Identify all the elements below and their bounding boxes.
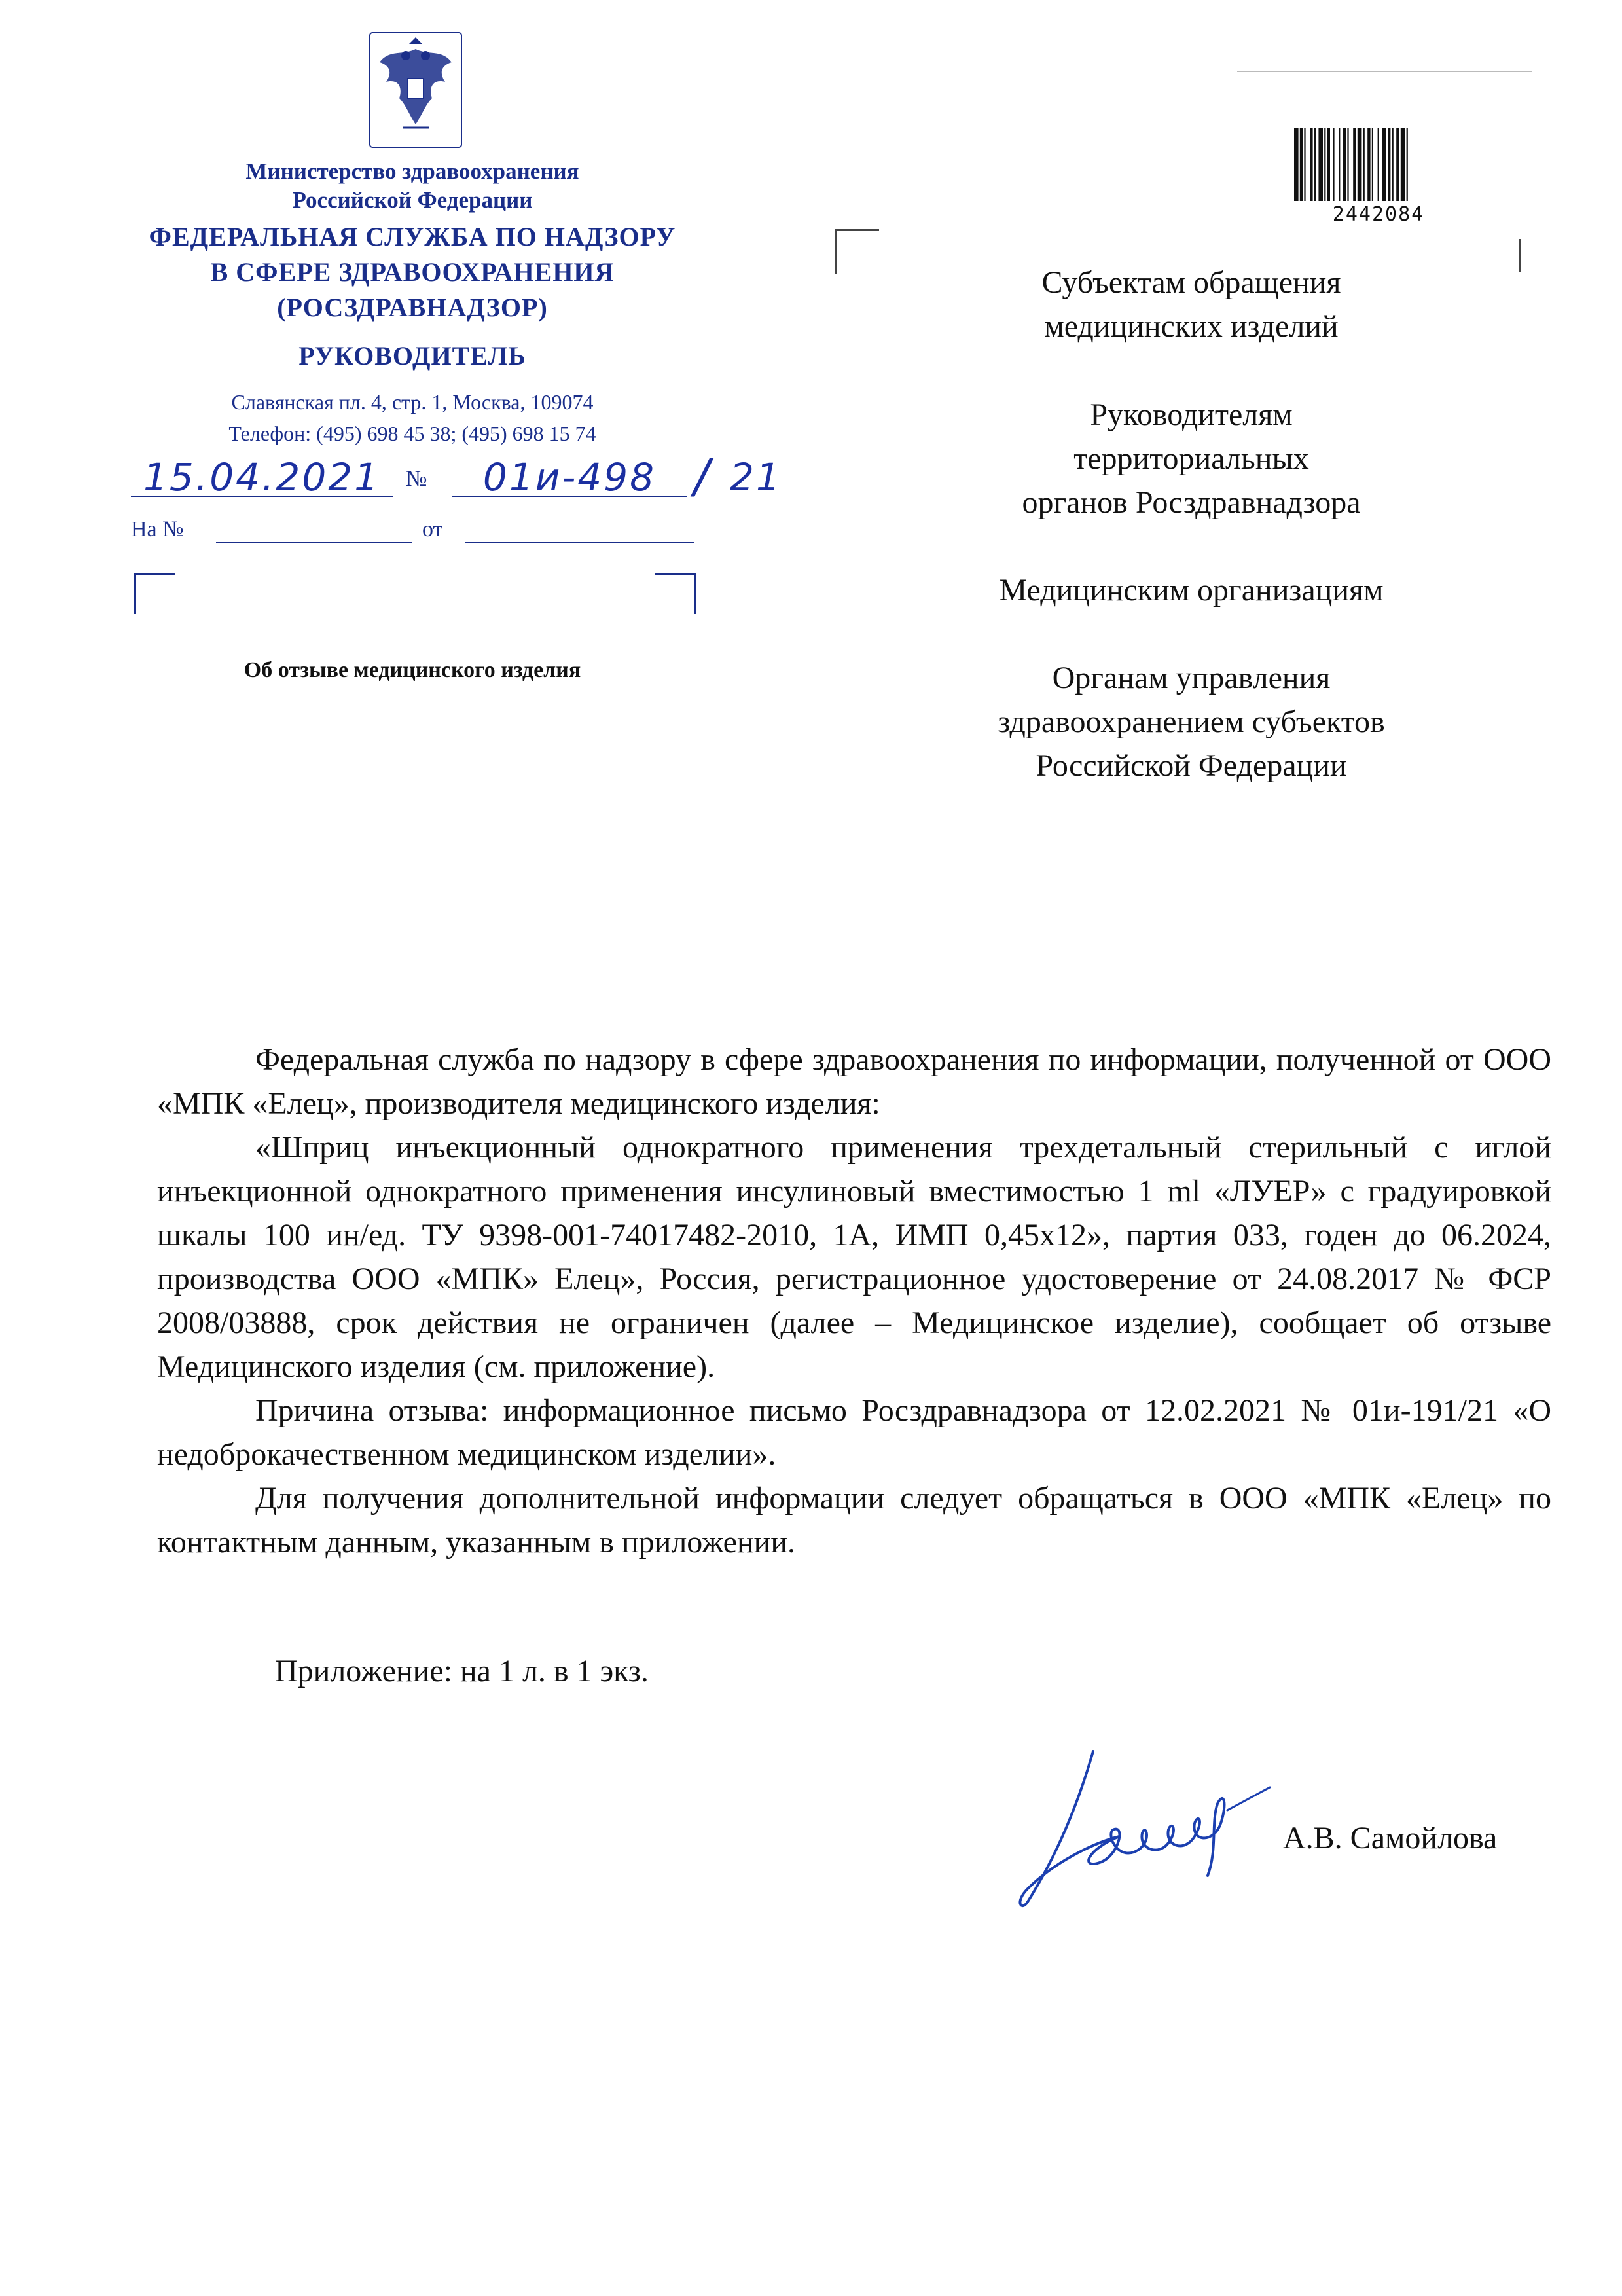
ministry-line: Российской Федерации [292,187,533,213]
addressee-line: Медицинским организациям [999,573,1384,608]
body-paragraph: Для получения дополнительной информации следует обращаться в ООО «МПК «Елец» по контактным данным, указанным в приложении. [157,1481,1551,1559]
addressee-line: Субъектам обращения [1041,265,1341,300]
barcode-bar [1314,128,1316,201]
addressee-line: Органам управления [1052,661,1331,695]
addressee-line: территориальных [1073,441,1309,476]
na-number-line [216,542,412,543]
handwritten-date: 15.04.2021 [131,455,393,497]
barcode-bar [1392,128,1394,201]
barcode-bar [1343,128,1346,201]
ministry-line: Министерство здравоохранения [245,158,579,184]
handwritten-number-suffix: 21 [730,455,782,500]
letter-subject: Об отзыве медицинского изделия [243,658,581,682]
service-name [98,219,727,325]
ministry-name [131,157,694,215]
barcode-bar [1327,128,1330,201]
barcode-bar [1367,128,1370,201]
service-line: ФЕДЕРАЛЬНАЯ СЛУЖБА ПО НАДЗОРУ [149,222,676,251]
addressee-line: органов Росздравнадзора [1022,485,1361,520]
outgoing-reference [131,448,785,503]
double-headed-eagle-emblem-icon [363,29,468,151]
barcode-bar [1333,128,1334,201]
barcode-bar [1363,128,1365,201]
addressee-block [910,393,1473,524]
barcode-bar [1378,128,1379,201]
handwritten-signature-icon [988,1738,1329,1922]
barcode-bar [1382,128,1386,201]
barcode-bar [1318,128,1323,201]
addressee-line: здравоохранением субъектов [998,704,1385,739]
addressee-line: Руководителям [1090,397,1293,432]
barcode-bar [1339,128,1340,201]
barcode-bar [1324,128,1325,201]
top-rule [1237,71,1532,72]
barcode-bar [1353,128,1356,201]
ot-label: от [422,517,443,541]
barcode-bar [1388,128,1390,201]
barcode-icon [1293,128,1464,203]
na-label: На № [131,517,184,541]
subject-bracket-left [134,573,175,614]
barcode-bar [1310,128,1312,201]
service-line: В СФЕРЕ ЗДРАВООХРАНЕНИЯ [210,257,615,287]
handwritten-number: 01и-498 [452,455,687,497]
addressee-bracket-left [835,229,879,274]
addressee-bracket-right [1512,239,1521,272]
body-paragraph: Причина отзыва: информационное письмо Росздравнадзора от 12.02.2021 № 01и-191/21 «О недоброкачественном медицинском изделии». [157,1393,1551,1472]
service-line: (РОСЗДРАВНАДЗОР) [277,293,548,322]
barcode-bar [1304,128,1305,201]
addressee-block [910,261,1473,348]
body-paragraph: «Шприц инъекционный однократного применения трехдетальный стерильный с иглой инъекционной однократного применения инсулиновый вместимостью 1 ml «ЛУЕР» с градуировкой шкалы 100 ин/ед. ТУ 9398-001-74017482-2010, 1А, ИМП 0,45х12», партия 033, годен до 06.2024, производства ООО «МПК» Елец», Россия, регистрационное удостоверение от 24.08.2017 № ФСР 2008/03888, срок действия не ограничен (далее – Медицинское изделие), сообщает об отзыве Медицинского изделия (см. приложение). [157,1130,1551,1384]
incoming-reference [131,517,720,550]
service-address [131,386,694,449]
phone-line: Телефон: (495) 698 45 38; (495) 698 15 74 [228,422,596,445]
letter-body [157,1038,1551,1564]
barcode-bar [1407,128,1408,201]
barcode-bar [1300,128,1303,201]
body-paragraph: Федеральная служба по надзору в сфере здравоохранения по информации, полученной от ООО «МПК «Елец», производителя медицинского изделия: [157,1042,1551,1121]
barcode-bar [1347,128,1348,201]
slash: / [694,448,710,503]
subject-bracket-right [655,573,696,614]
addressee-block [910,568,1473,612]
barcode-bar [1401,128,1405,201]
appendix-note: Приложение: на 1 л. в 1 экз. [275,1654,649,1688]
barcode-bar [1372,128,1373,201]
signer-name: А.В. Самойлова [1283,1821,1498,1855]
addressee-line: Российской Федерации [1036,748,1347,783]
head-title: РУКОВОДИТЕЛЬ [298,341,526,371]
barcode-bar [1358,128,1362,201]
addressee-line: медицинских изделий [1044,309,1339,344]
na-date-line [465,542,694,543]
barcode-number: 2442084 [1332,203,1425,226]
number-sign: № [406,467,427,491]
barcode-bar [1294,128,1299,201]
addressee-block [910,656,1473,788]
address-line: Славянская пл. 4, стр. 1, Москва, 109074 [231,390,594,414]
barcode-bar [1396,128,1399,201]
